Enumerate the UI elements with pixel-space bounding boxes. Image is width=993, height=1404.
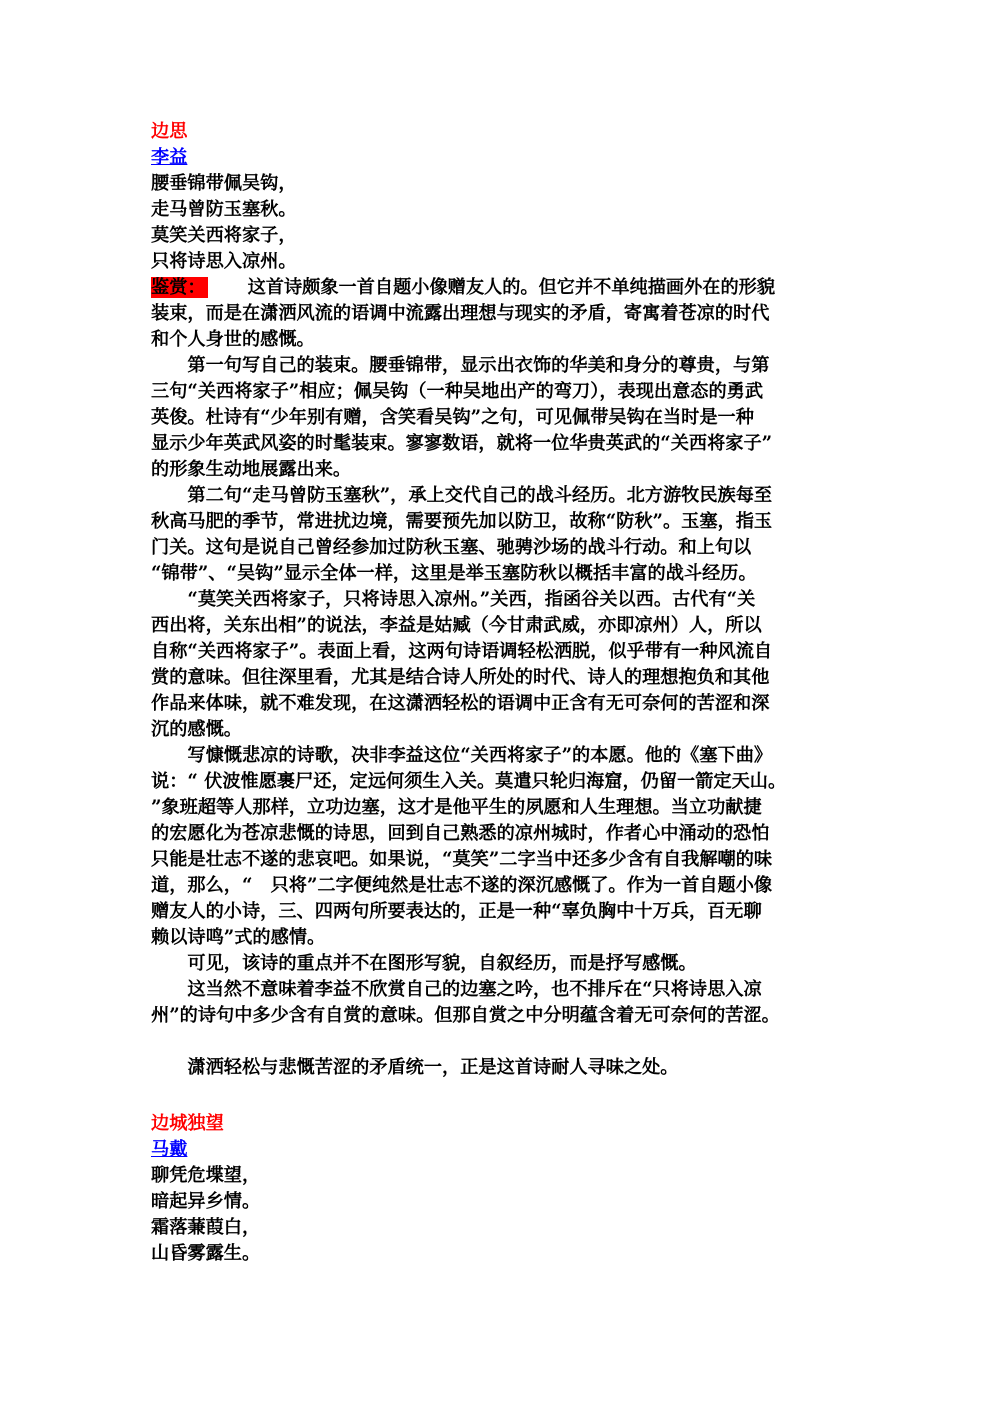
appreciation-line: 西出将，关东出相”的说法，李益是姑臧（今甘肃武威，亦即凉州）人，所以 bbox=[151, 615, 762, 636]
appreciation-line: 装束，而是在潇洒风流的语调中流露出理想与现实的矛盾，寄寓着苍凉的时代 bbox=[151, 303, 770, 324]
appreciation-line: 的形象生动地展露出来。 bbox=[151, 459, 352, 480]
appreciation-line: 英俊。杜诗有“少年别有赠，含笑看吴钩”之句，可见佩带吴钩在当时是一种 bbox=[151, 407, 754, 428]
appreciation-line: 三句“关西将家子”相应；佩吴钩（一种吴地出产的弯刀），表现出意态的勇武 bbox=[151, 381, 764, 402]
poem-line: 莫笑关西将家子， bbox=[151, 225, 297, 246]
appreciation-line: 和个人身世的感慨。 bbox=[151, 329, 315, 350]
appreciation-line: 赠友人的小诗，三、四两句所要表达的，正是一种“辜负胸中十万兵，百无聊 bbox=[151, 901, 762, 922]
appreciation-line: “锦带”、“吴钩”显示全体一样，这里是举玉塞防秋以概括丰富的战斗经历。 bbox=[151, 563, 757, 584]
author-link[interactable]: 李益 bbox=[151, 147, 188, 168]
appreciation-label: 鉴赏： bbox=[151, 277, 206, 298]
appreciation-line: 写慷慨悲凉的诗歌，决非李益这位“关西将家子”的本愿。他的《塞下曲》 bbox=[151, 745, 773, 766]
poem-line: 暗起异乡情。 bbox=[151, 1191, 261, 1212]
appreciation-line: 秋高马肥的季节，常进扰边境，需要预先加以防卫，故称“防秋”。玉塞，指玉 bbox=[151, 511, 773, 532]
closing-paragraph: 潇洒轻松与悲慨苦涩的矛盾统一，正是这首诗耐人寻味之处。 bbox=[151, 1057, 679, 1078]
appreciation-line: “莫笑关西将家子，只将诗思入凉州。”关西，指函谷关以西。古代有“关 bbox=[151, 589, 756, 610]
poem-line: 山昏雾露生。 bbox=[151, 1243, 261, 1264]
appreciation-line: 这当然不意味着李益不欣赏自己的边塞之吟，也不排斥在“只将诗思入凉 bbox=[151, 979, 762, 1000]
document-page bbox=[151, 119, 851, 1267]
appreciation-line: 说：“ 伏波惟愿裹尸还，定远何须生入关。莫遣只轮归海窟，仍留一箭定天山。 bbox=[151, 771, 787, 792]
appreciation-line: 门关。这句是说自己曾经参加过防秋玉塞、驰骋沙场的战斗行动。和上句以 bbox=[151, 537, 752, 558]
poem-title: 边思 bbox=[151, 121, 188, 142]
appreciation-line: 可见，该诗的重点并不在图形写貌，自叙经历，而是抒写感慨。 bbox=[151, 953, 697, 974]
poem-line: 走马曾防玉塞秋。 bbox=[151, 199, 297, 220]
appreciation-line: 只能是壮志不遂的悲哀吧。如果说，“莫笑”二字当中还多少含有自我解嘲的味 bbox=[151, 849, 773, 870]
appreciation-line: 显示少年英武风姿的时髦装束。寥寥数语，就将一位华贵英武的“关西将家子” bbox=[151, 433, 773, 454]
poem-title-2: 边城独望 bbox=[151, 1113, 224, 1134]
appreciation-line: 第二句“走马曾防玉塞秋”，承上交代自己的战斗经历。北方游牧民族每至 bbox=[151, 485, 773, 506]
appreciation-line: 的宏愿化为苍凉悲慨的诗思，回到自己熟悉的凉州城时，作者心中涌动的恐怕 bbox=[151, 823, 770, 844]
poem-line: 腰垂锦带佩吴钩， bbox=[151, 173, 297, 194]
appreciation-section bbox=[151, 275, 851, 1029]
poem-line: 聊凭危堞望， bbox=[151, 1165, 261, 1186]
poem-body bbox=[151, 171, 851, 275]
appreciation-text: 这首诗颇象一首自题小像赠友人的。但它并不单纯描画外在的形貌 bbox=[247, 277, 776, 298]
appreciation-line: 赖以诗鸣”式的感情。 bbox=[151, 927, 326, 948]
appreciation-line: 第一句写自己的装束。腰垂锦带，显示出衣饰的华美和身分的尊贵，与第 bbox=[151, 355, 770, 376]
poem-line: 霜落蒹葭白， bbox=[151, 1217, 261, 1238]
appreciation-line: ”象班超等人那样，立功边塞，这才是他平生的夙愿和人生理想。当立功献捷 bbox=[151, 797, 762, 818]
appreciation-line: 道，那么，“ 只将”二字便纯然是壮志不遂的深沉感慨了。作为一首自题小像 bbox=[151, 875, 773, 896]
poem-body-2 bbox=[151, 1163, 851, 1267]
poem-line: 只将诗思入凉州。 bbox=[151, 251, 297, 272]
appreciation-line: 作品来体味，就不难发现，在这潇洒轻松的语调中正含有无可奈何的苦涩和深 bbox=[151, 693, 770, 714]
appreciation-first-line bbox=[151, 275, 851, 301]
appreciation-line: 赏的意味。但往深里看，尤其是结合诗人所处的时代、诗人的理想抱负和其他 bbox=[151, 667, 770, 688]
appreciation-line: 州”的诗句中多少含有自赏的意味。但那自赏之中分明蕴含着无可奈何的苦涩。 bbox=[151, 1005, 780, 1026]
appreciation-line: 自称“关西将家子”。表面上看，这两句诗语调轻松洒脱，似乎带有一种风流自 bbox=[151, 641, 773, 662]
author-link-2[interactable]: 马戴 bbox=[151, 1139, 188, 1160]
appreciation-line: 沉的感慨。 bbox=[151, 719, 242, 740]
